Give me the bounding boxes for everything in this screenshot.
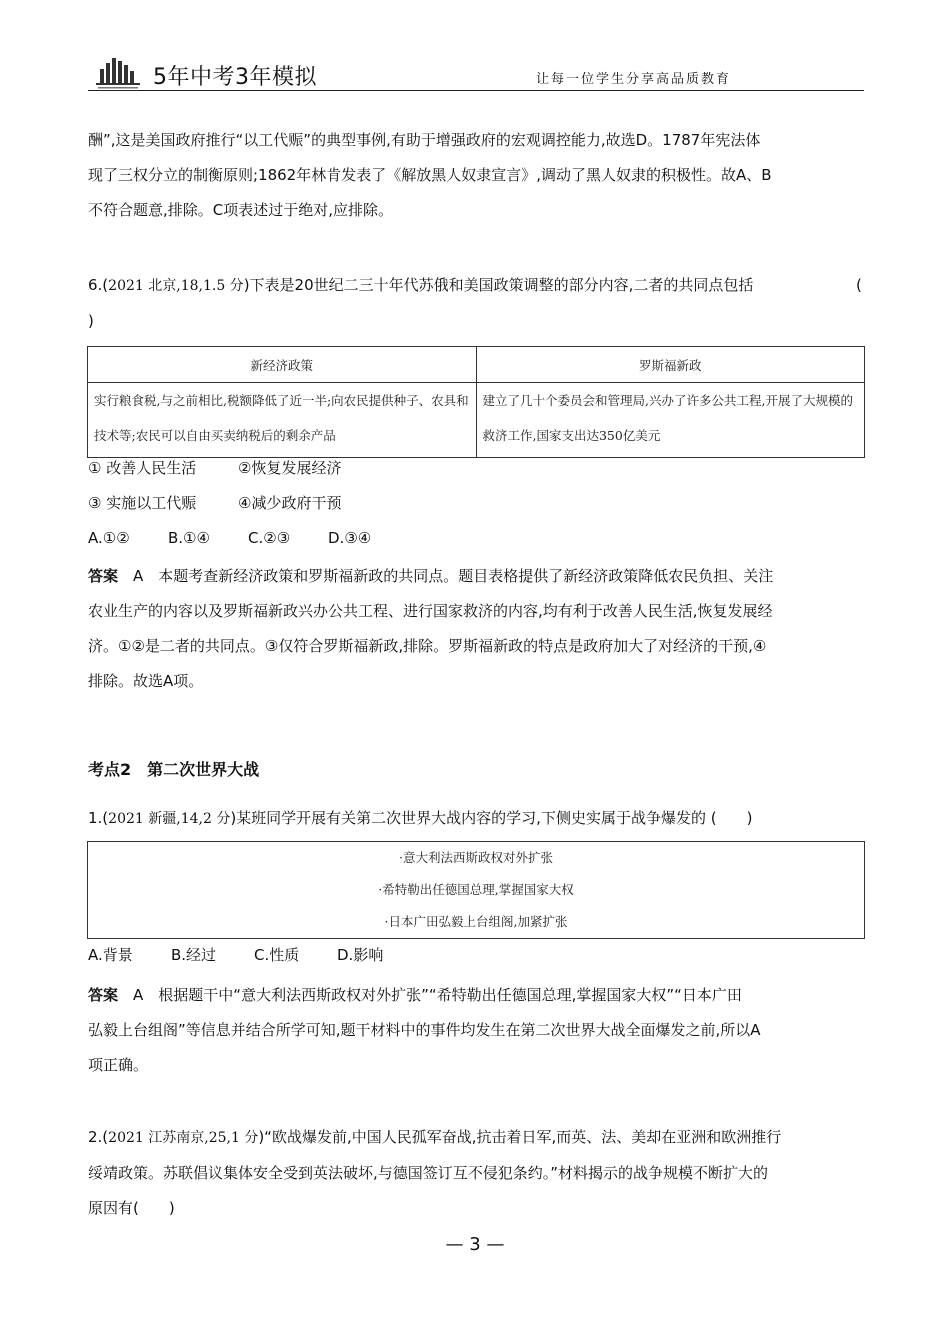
question-1-answer xyxy=(88,978,864,1083)
table-cell-new-deal: 建立了几十个委员会和管理局,兴办了许多公共工程,开展了大规模的救济工作,国家支出达350亿美元 xyxy=(476,383,865,458)
policy-comparison-table xyxy=(87,346,865,458)
fact-item: ·意大利法西斯政权对外扩张 xyxy=(399,850,553,865)
table-header-nep: 新经济政策 xyxy=(88,347,477,383)
header-divider xyxy=(88,90,864,91)
table-cell-nep: 实行粮食税,与之前相比,税额降低了近一半;向农民提供种子、农具和技术等;农民可以自由买卖纳税后的剩余产品 xyxy=(88,383,477,458)
option-c: C.②③ xyxy=(248,529,291,547)
question-6-stem xyxy=(88,268,864,339)
answer-text: A 本题考查新经济政策和罗斯福新政的共同点。题目表格提供了新经济政策降低农民负担、关注 xyxy=(133,567,774,585)
publisher-logo-icon xyxy=(96,55,146,91)
question-1-stem xyxy=(88,801,864,837)
question-6-answer xyxy=(88,559,864,699)
section-heading: 考点2 第二次世界大战 xyxy=(88,760,260,779)
answer-bracket-open: ( xyxy=(856,276,862,294)
header-slogan: 让每一位学生分享高品质教育 xyxy=(536,72,732,87)
option-c: C.性质 xyxy=(254,946,300,964)
question-6-source: 2021 北京,18,1.5 分 xyxy=(108,278,244,294)
question-2-stem xyxy=(88,1120,864,1226)
question-1-stem-text: )某班同学开展有关第二次世界大战内容的学习,下侧史实属于战争爆发的 xyxy=(230,809,706,827)
intro-line: 现了三权分立的制衡原则;1862年林肯发表了《解放黑人奴隶宣言》,调动了黑人奴隶的积极性。故A、B xyxy=(88,166,772,184)
question-6-number: 6.( xyxy=(88,276,109,294)
answer-text: 弘毅上台组阁”等信息并结合所学可知,题干材料中的事件均发生在第二次世界大战全面爆发之前,所以A xyxy=(88,1021,761,1039)
question-1-number: 1.( xyxy=(88,809,109,827)
question-6-statements xyxy=(88,451,864,556)
table-header-new-deal: 罗斯福新政 xyxy=(476,347,865,383)
option-a: A.背景 xyxy=(88,946,133,964)
option-a: A.①② xyxy=(88,529,130,547)
answer-text: 农业生产的内容以及罗斯福新政兴办公共工程、进行国家救济的内容,均有利于改善人民生活,恢复发展经 xyxy=(88,602,773,620)
answer-label: 答案 xyxy=(88,986,119,1004)
option-b: B.经过 xyxy=(171,946,217,964)
fact-item: ·日本广田弘毅上台组阁,加紧扩张 xyxy=(384,914,568,929)
answer-label: 答案 xyxy=(88,567,119,585)
statement-3: ③ 实施以工代赈 xyxy=(88,494,197,512)
statement-4: ④减少政府干预 xyxy=(238,494,342,512)
intro-line: 不符合题意,排除。C项表述过于绝对,应排除。 xyxy=(88,201,394,219)
answer-text: A 根据题干中“意大利法西斯政权对外扩张”“希特勒出任德国总理,掌握国家大权”“日本广田 xyxy=(133,986,742,1004)
fact-item: ·希特勒出任德国总理,掌握国家大权 xyxy=(378,882,574,897)
option-b: B.①④ xyxy=(168,529,210,547)
statement-2: ②恢复发展经济 xyxy=(238,459,342,477)
intro-paragraph xyxy=(88,123,864,228)
brand-title: 5年中考3年模拟 xyxy=(153,65,317,90)
page-number: — 3 — xyxy=(445,1234,505,1255)
answer-bracket-close: ) xyxy=(88,312,94,330)
answer-text: 排除。故选A项。 xyxy=(88,672,204,690)
question-2-stem-text: )“欧战爆发前,中国人民孤军奋战,抗击着日军,而英、法、美却在亚洲和欧洲推行 xyxy=(258,1128,782,1146)
statement-1: ① 改善人民生活 xyxy=(88,459,197,477)
question-2-number: 2.( xyxy=(88,1128,109,1146)
answer-text: 济。①②是二者的共同点。③仅符合罗斯福新政,排除。罗斯福新政的特点是政府加大了对经济的干预,④ xyxy=(88,637,767,655)
question-2-source: 2021 江苏南京,25,1 分 xyxy=(108,1130,259,1146)
wwii-facts-box xyxy=(87,841,865,939)
question-2-stem-text: 绥靖政策。苏联倡议集体安全受到英法破坏,与德国签订互不侵犯条约。”材料揭示的战争规模不断扩大的 xyxy=(88,1164,769,1182)
question-1-options xyxy=(88,938,864,973)
answer-text: 项正确。 xyxy=(88,1056,149,1074)
answer-blank: ( ) xyxy=(710,809,753,827)
question-2-stem-text: 原因有( ) xyxy=(88,1199,175,1217)
option-d: D.影响 xyxy=(337,946,384,964)
intro-line: 酬”,这是美国政府推行“以工代赈”的典型事例,有助于增强政府的宏观调控能力,故选D。1787年宪法体 xyxy=(88,131,761,149)
question-6-stem-text: )下表是20世纪二三十年代苏俄和美国政策调整的部分内容,二者的共同点包括 xyxy=(243,276,754,294)
option-d: D.③④ xyxy=(328,529,372,547)
question-1-source: 2021 新疆,14,2 分 xyxy=(108,811,231,827)
